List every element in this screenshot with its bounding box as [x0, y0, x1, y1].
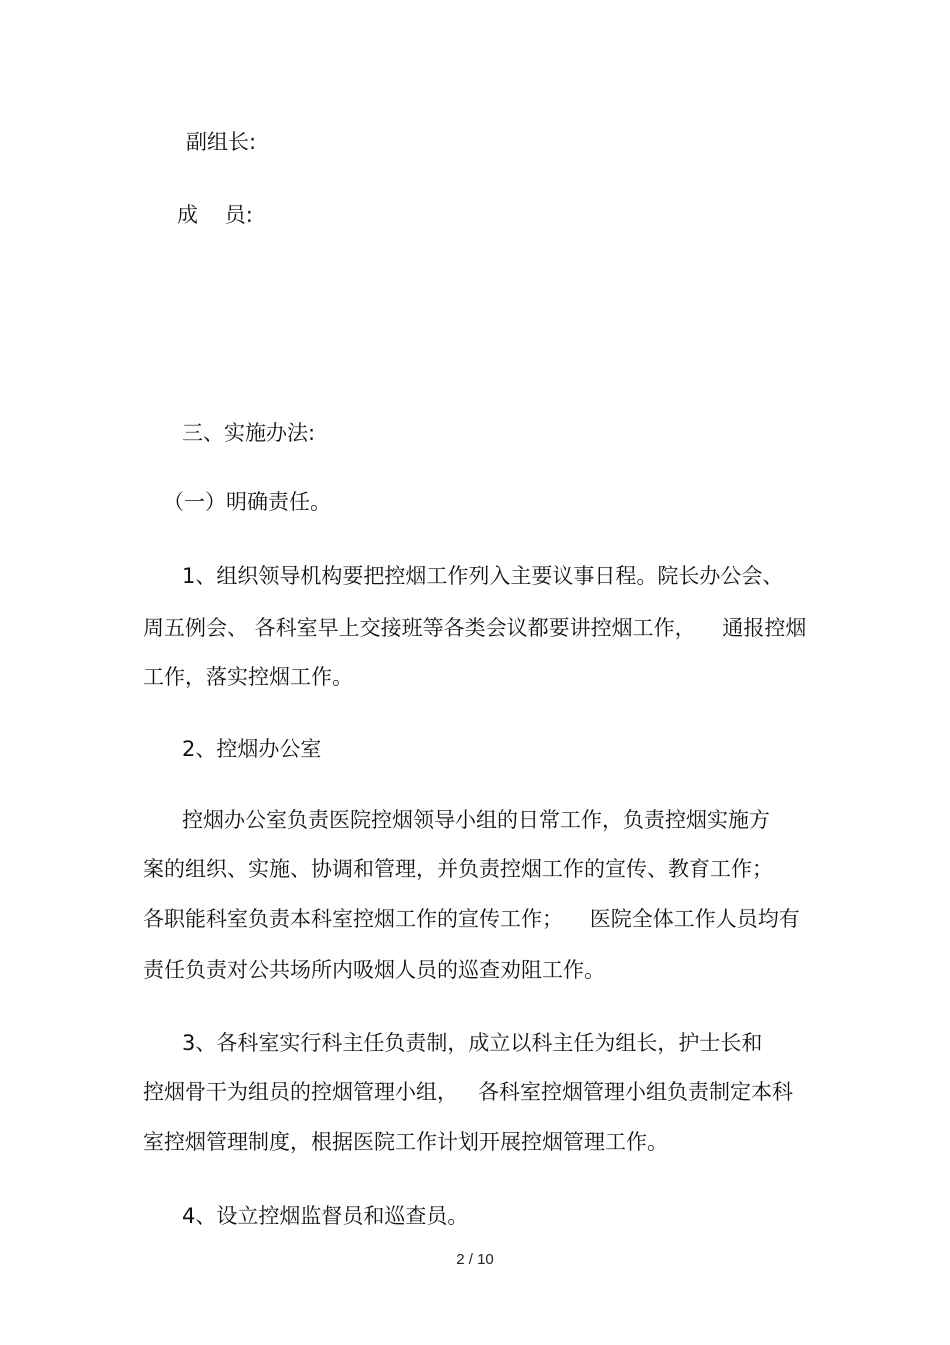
paragraph-2-line-2: 案的组织、实施、协调和管理，并负责控烟工作的宣传、教育工作； — [143, 857, 773, 881]
paragraph-2-line-3: 各职能科室负责本科室控烟工作的宣传工作； 医院全体工作人员均有 — [143, 907, 800, 931]
page-number: 2 / 10 — [456, 1251, 494, 1268]
item-2-heading: 2、控烟办公室 — [182, 737, 322, 761]
members-label: 成 员: — [177, 203, 253, 227]
paragraph-1-line-1: 1、组织领导机构要把控烟工作列入主要议事日程。院长办公会、 — [182, 564, 784, 588]
subsection-heading-responsibility: （一）明确责任。 — [163, 490, 331, 514]
paragraph-3-line-2: 控烟骨干为组员的控烟管理小组， 各科室控烟管理小组负责制定本科 — [143, 1080, 794, 1104]
paragraph-3-line-1: 3、各科室实行科主任负责制，成立以科主任为组长，护士长和 — [182, 1031, 763, 1055]
paragraph-3-line-3: 室控烟管理制度，根据医院工作计划开展控烟管理工作。 — [143, 1130, 668, 1154]
paragraph-2-line-4: 责任负责对公共场所内吸烟人员的巡查劝阻工作。 — [143, 958, 605, 982]
paragraph-1-line-2: 周五例会、 各科室早上交接班等各类会议都要讲控烟工作， 通报控烟 — [143, 616, 807, 640]
item-4-heading: 4、设立控烟监督员和巡查员。 — [182, 1204, 469, 1228]
paragraph-2-line-1: 控烟办公室负责医院控烟领导小组的日常工作，负责控烟实施方 — [182, 808, 770, 832]
deputy-leader-label: 副组长: — [186, 130, 257, 154]
section-heading-implementation: 三、实施办法: — [182, 421, 316, 445]
paragraph-1-line-3: 工作，落实控烟工作。 — [143, 665, 353, 689]
